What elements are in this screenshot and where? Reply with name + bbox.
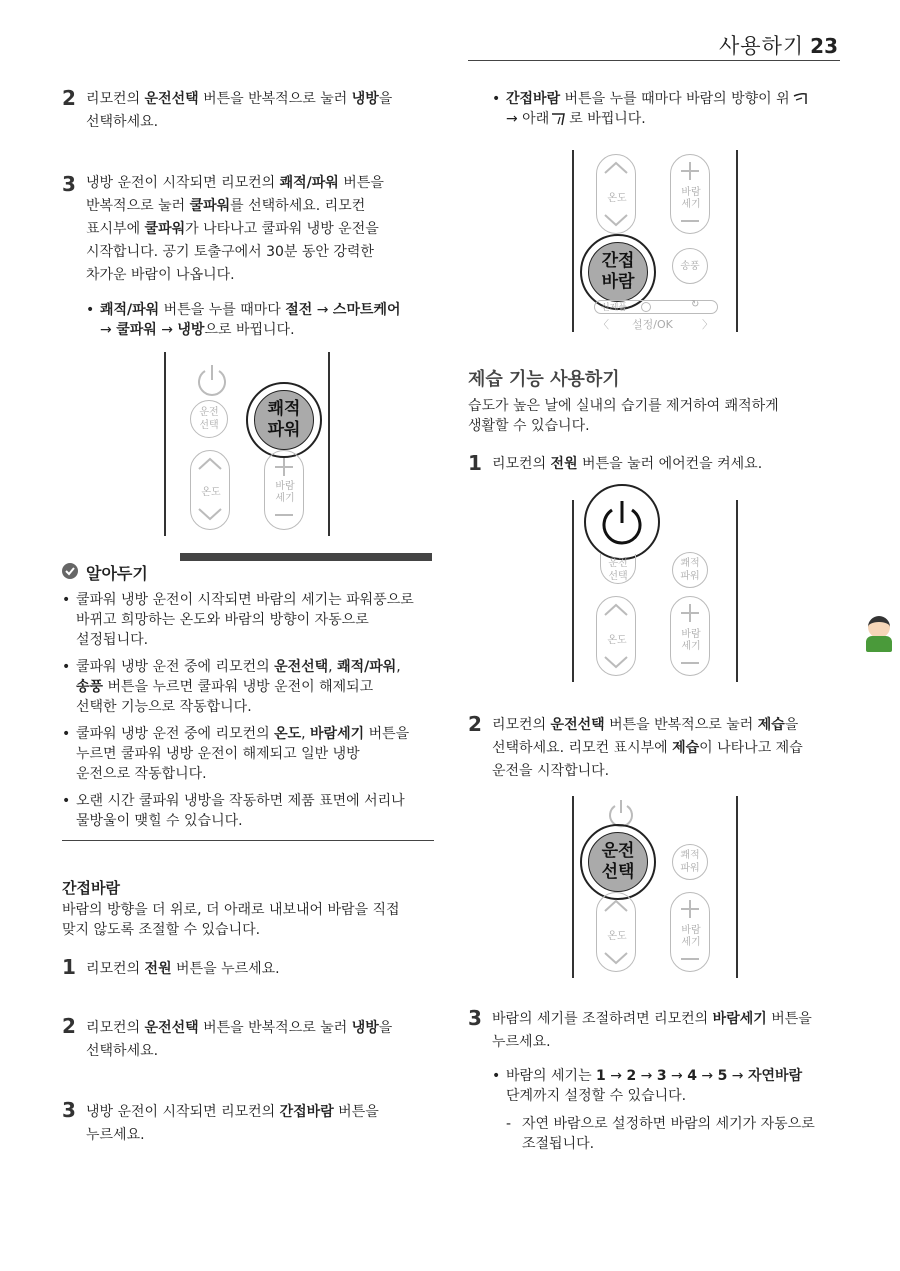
wind-down-icon xyxy=(551,112,567,126)
note-rule xyxy=(62,840,434,841)
section-description: 바람의 방향을 더 위로, 더 아래로 내보내어 바람을 직접 맞지 않도록 조절할 수 있습니다. xyxy=(62,902,400,938)
minus-icon xyxy=(680,219,700,223)
mode-select-button[interactable]: 운전 선택 xyxy=(580,824,656,900)
chevron-up-icon xyxy=(603,899,629,913)
header-title: 사용하기 xyxy=(719,34,805,58)
remote-illustration xyxy=(164,352,330,536)
temperature-button[interactable]: 온도 xyxy=(596,596,636,676)
plus-icon xyxy=(274,457,294,477)
step-text: 냉방 운전이 시작되면 리모컨의 쾌적/파워 버튼을 반복적으로 눌러 쿨파워를 선택하세요. 리모컨 표시부에 쿨파워가 나타나고 쿨파워 냉방 운전을 시작합니다. 공기 토출구에서 30분 동안 강력한 차가운 바람이 나옵니다. xyxy=(86,175,384,283)
note-bar xyxy=(180,553,432,561)
wind-speed-button[interactable]: 바람 세기 xyxy=(670,596,710,676)
ok-button[interactable]: 설정/OK xyxy=(632,318,673,331)
step-number: 1 xyxy=(62,955,76,979)
step-text: 리모컨의 전원 버튼을 누르세요. xyxy=(86,961,280,977)
step-number: 3 xyxy=(468,1006,482,1030)
fan-button[interactable]: 송풍 xyxy=(672,248,708,284)
bullet-list-item: • 쾌적/파워 버튼을 누를 때마다 절전 → 스마트케어 → 쿨파워 → 냉방으로 바뀝니다. xyxy=(86,302,401,338)
note-item: • 쿨파워 냉방 운전 중에 리모컨의 운전선택, 쾌적/파워, 송풍 버튼을 누르면 쿨파워 냉방 운전이 해제되고 선택한 기능으로 작동합니다. xyxy=(62,659,401,715)
temperature-button[interactable]: 온도 xyxy=(190,450,230,530)
remote-illustration xyxy=(572,500,738,682)
chevron-down-icon xyxy=(603,951,629,965)
section-description: 습도가 높은 날에 실내의 습기를 제거하여 쾌적하게 생활할 수 있습니다. xyxy=(468,398,779,434)
mode-select-button[interactable]: 운전 선택 xyxy=(190,400,228,438)
power-icon xyxy=(597,497,647,547)
page-number: 23 xyxy=(810,34,838,58)
minus-icon xyxy=(680,661,700,665)
step-number: 3 xyxy=(62,172,76,196)
chevron-up-icon xyxy=(197,457,223,471)
page-header xyxy=(719,30,838,60)
note-item: • 쿨파워 냉방 운전이 시작되면 바람의 세기는 파워풍으로 바뀌고 희망하는 온도와 바람의 방향이 자동으로 설정됩니다. xyxy=(62,592,414,648)
comfort-power-button[interactable]: 쾌적 파워 xyxy=(672,844,708,880)
circle-icon xyxy=(641,302,651,312)
function-strip: 신제품 ↻ xyxy=(594,300,718,314)
minus-icon xyxy=(680,957,700,961)
chevron-down-icon xyxy=(603,655,629,669)
remote-illustration xyxy=(572,150,738,332)
wind-speed-button[interactable]: 바람 세기 xyxy=(670,892,710,972)
remote-illustration xyxy=(572,796,738,978)
plus-icon xyxy=(680,899,700,919)
check-circle-icon xyxy=(62,563,78,579)
step-number: 1 xyxy=(468,451,482,475)
nav-left-button[interactable]: 〈 xyxy=(598,318,609,331)
chevron-down-icon xyxy=(197,507,223,521)
step-text: 리모컨의 운전선택 버튼을 반복적으로 눌러 냉방을 선택하세요. xyxy=(86,91,393,130)
chevron-up-icon xyxy=(603,603,629,617)
bullet-list-item: • 바람의 세기는 1 → 2 → 3 → 4 → 5 → 자연바람 단계까지 설정할 수 있습니다. xyxy=(492,1068,803,1104)
plus-icon xyxy=(680,161,700,181)
bullet-list-item: • 간접바람 버튼을 누를 때마다 바람의 방향이 위 → 아래 로 바뀝니다. xyxy=(492,89,809,129)
note-title: 알아두기 xyxy=(86,564,148,583)
mascot-icon xyxy=(862,614,898,654)
step-text: 바람의 세기를 조절하려면 리모컨의 바람세기 버튼을 누르세요. xyxy=(492,1011,812,1050)
step-text: 리모컨의 운전선택 버튼을 반복적으로 눌러 냉방을 선택하세요. xyxy=(86,1020,393,1059)
header-rule xyxy=(468,60,840,61)
wind-up-icon xyxy=(793,92,809,106)
step-text: 냉방 운전이 시작되면 리모컨의 간접바람 버튼을 누르세요. xyxy=(86,1104,379,1143)
note-item: • 쿨파워 냉방 운전 중에 리모컨의 온도, 바람세기 버튼을 누르면 쿨파워 냉방 운전이 해제되고 일반 냉방 운전으로 작동합니다. xyxy=(62,726,410,782)
wind-speed-button[interactable]: 바람 세기 xyxy=(264,450,304,530)
step-number: 2 xyxy=(62,1014,76,1038)
step-number: 2 xyxy=(62,86,76,110)
minus-icon xyxy=(274,513,294,517)
indirect-wind-button[interactable]: 간접 바람 xyxy=(580,234,656,310)
step-number: 2 xyxy=(468,712,482,736)
note-item: • 오랜 시간 쿨파워 냉방을 작동하면 제품 표면에 서리나 물방울이 맺힐 수 있습니다. xyxy=(62,793,405,829)
step-text: 리모컨의 전원 버튼을 눌러 에어컨을 켜세요. xyxy=(492,456,763,472)
note-list xyxy=(62,590,434,831)
plus-icon xyxy=(680,603,700,623)
comfort-power-button[interactable]: 쾌적 파워 xyxy=(672,552,708,588)
nav-right-button[interactable]: 〉 xyxy=(702,318,713,331)
comfort-power-button[interactable]: 쾌적 파워 xyxy=(246,382,322,458)
dash-list-item: - 자연 바람으로 설정하면 바람의 세기가 자동으로 조절됩니다. xyxy=(506,1116,815,1152)
chevron-down-icon xyxy=(603,213,629,227)
wind-speed-button[interactable]: 바람 세기 xyxy=(670,154,710,234)
section-title: 간접바람 xyxy=(62,879,120,897)
chevron-up-icon xyxy=(603,161,629,175)
power-button[interactable] xyxy=(584,484,660,560)
temperature-button[interactable]: 온도 xyxy=(596,892,636,972)
step-text: 리모컨의 운전선택 버튼을 반복적으로 눌러 제습을 선택하세요. 리모컨 표시부에 제습이 나타나고 제습 운전을 시작합니다. xyxy=(492,717,803,779)
section-title: 제습 기능 사용하기 xyxy=(468,369,620,390)
step-number: 3 xyxy=(62,1098,76,1122)
power-icon xyxy=(194,362,230,398)
mode-select-button[interactable]: 운전 선택 xyxy=(600,554,636,584)
temperature-button[interactable]: 온도 xyxy=(596,154,636,234)
